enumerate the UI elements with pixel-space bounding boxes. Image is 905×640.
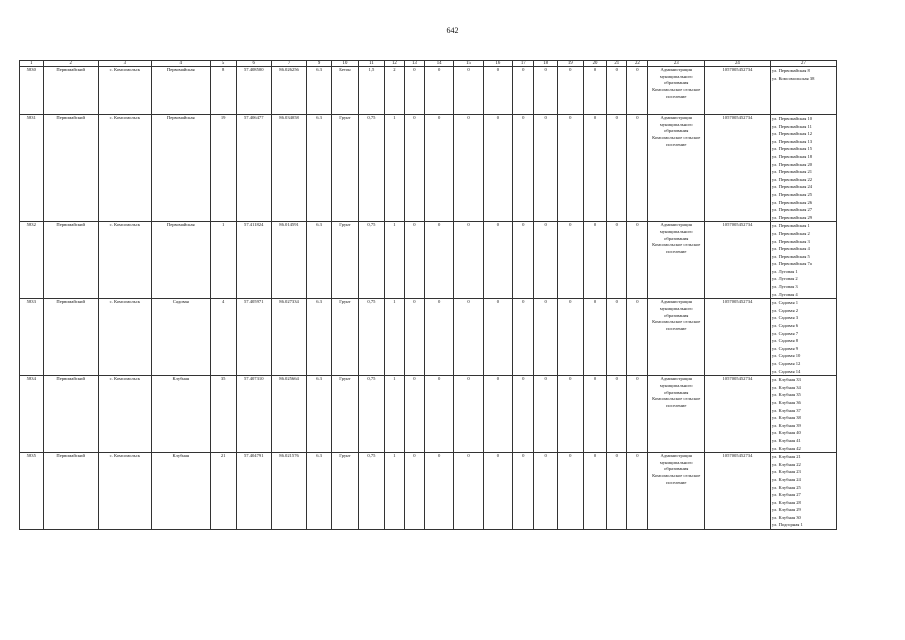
table-cell: 0 bbox=[424, 67, 453, 115]
table-cell: 6.3 bbox=[307, 299, 332, 376]
address-item: ул. Садовая 1 bbox=[771, 300, 799, 306]
table-cell: с. Комсомольск bbox=[98, 222, 151, 299]
address-item: ул. Клубная 22 bbox=[771, 461, 801, 467]
table-cell: 0 bbox=[583, 453, 607, 530]
address-item: ул. Клубная 35 bbox=[771, 392, 801, 398]
served-addresses bbox=[770, 299, 836, 376]
address-item: ул. Луговая 4 bbox=[771, 291, 798, 297]
table-cell: Грунт bbox=[331, 376, 358, 453]
table-cell: 6.3 bbox=[307, 453, 332, 530]
address-item: ул. Первомайская 11 bbox=[771, 123, 812, 129]
table-cell: 0 bbox=[404, 115, 424, 222]
table-cell: 21 bbox=[210, 453, 236, 530]
table-cell: 0 bbox=[583, 299, 607, 376]
address-item: ул. Подгорная 1 bbox=[771, 522, 803, 528]
table-cell: 0 bbox=[513, 222, 534, 299]
address-item: ул. Клубная 33 bbox=[771, 377, 801, 383]
table-cell: 86.025664 bbox=[271, 376, 306, 453]
table-cell: 0 bbox=[424, 453, 453, 530]
address-item: ул. Садовая 3 bbox=[771, 315, 799, 321]
table-cell: 0 bbox=[607, 299, 627, 376]
column-header: 1 bbox=[20, 61, 44, 67]
address-item: ул. Первомайская 25 bbox=[771, 191, 813, 197]
column-header: 2 bbox=[43, 61, 98, 67]
table-cell: 57.405971 bbox=[236, 299, 271, 376]
table-cell: с. Комсомольск bbox=[98, 453, 151, 530]
table-cell: 35 bbox=[210, 376, 236, 453]
table-cell: Первомайская bbox=[151, 115, 210, 222]
address-item: ул. Клубная 40 bbox=[771, 430, 801, 436]
column-header: 4 bbox=[151, 61, 210, 67]
column-header: 18 bbox=[534, 61, 558, 67]
table-cell: 0 bbox=[483, 299, 512, 376]
table-cell: 0 bbox=[534, 222, 558, 299]
column-header: 17 bbox=[513, 61, 534, 67]
table-cell: 86.034058 bbox=[271, 115, 306, 222]
table-cell: 6.3 bbox=[307, 222, 332, 299]
table-cell: 86.027334 bbox=[271, 299, 306, 376]
table-cell: 0 bbox=[557, 453, 583, 530]
address-item: ул. Первомайская 12 bbox=[771, 131, 813, 137]
page-number: 642 bbox=[446, 26, 459, 35]
table-cell: Первомайский bbox=[43, 222, 98, 299]
table-cell: Первомайская bbox=[151, 222, 210, 299]
address-item: ул. Первомайская 2 bbox=[771, 230, 810, 236]
column-header: 3 bbox=[98, 61, 151, 67]
table-cell: 0 bbox=[627, 299, 648, 376]
served-addresses bbox=[770, 115, 836, 222]
address-item: ул. Клубная 29 bbox=[771, 507, 801, 513]
table-cell: 0 bbox=[534, 376, 558, 453]
table-cell: 57.404791 bbox=[236, 453, 271, 530]
table-cell: 57.408500 bbox=[236, 67, 271, 115]
owner-organization: Администрация муниципального образования Комсомольское сельское поселение bbox=[648, 299, 705, 376]
address-item: ул. Клубная 42 bbox=[771, 445, 801, 451]
table-cell: 0 bbox=[424, 376, 453, 453]
address-item: ул. Садовая 2 bbox=[771, 307, 799, 313]
address-item: ул. Садовая 8 bbox=[771, 338, 799, 344]
table-cell: 1 bbox=[384, 376, 404, 453]
table-cell: 0 bbox=[607, 67, 627, 115]
table-cell: Садовая bbox=[151, 299, 210, 376]
table-cell: 0 bbox=[483, 453, 512, 530]
table-cell: Первомайский bbox=[43, 453, 98, 530]
column-header: 10 bbox=[331, 61, 358, 67]
column-header: 22 bbox=[627, 61, 648, 67]
table-cell: 2 bbox=[384, 67, 404, 115]
address-item: ул. Садовая 14 bbox=[771, 368, 801, 374]
table-cell: 0 bbox=[513, 67, 534, 115]
table-cell: с. Комсомольск bbox=[98, 115, 151, 222]
table-cell: 57.406477 bbox=[236, 115, 271, 222]
column-header: 21 bbox=[607, 61, 627, 67]
table-cell: 8 bbox=[210, 67, 236, 115]
address-item: ул. Садовая 6 bbox=[771, 323, 799, 329]
address-item: ул. Первомайская 13 bbox=[771, 138, 813, 144]
register-table bbox=[19, 60, 837, 530]
table-cell: 1 bbox=[384, 115, 404, 222]
address-item: ул. Первомайская 1 bbox=[771, 223, 810, 229]
address-item: ул. Клубная 37 bbox=[771, 407, 801, 413]
address-item: ул. Первомайская 24 bbox=[771, 184, 813, 190]
table-cell: 0 bbox=[557, 376, 583, 453]
table-cell: 0 bbox=[483, 115, 512, 222]
table-cell: 0 bbox=[454, 376, 483, 453]
table-cell: Первомайский bbox=[43, 299, 98, 376]
table-cell: Грунт bbox=[331, 453, 358, 530]
table-cell: 19 bbox=[210, 115, 236, 222]
table-cell: 0,75 bbox=[358, 115, 384, 222]
table-cell: Клубная bbox=[151, 376, 210, 453]
table-cell: 0 bbox=[557, 299, 583, 376]
table-cell: 0 bbox=[454, 222, 483, 299]
owner-organization: Администрация муниципального образования Комсомольское сельское поселение bbox=[648, 67, 705, 115]
table-cell: 86.021576 bbox=[271, 453, 306, 530]
address-item: ул. Первомайская 7а bbox=[771, 261, 812, 267]
table-cell: 0 bbox=[557, 222, 583, 299]
table-cell: 0 bbox=[627, 222, 648, 299]
table-cell: 0 bbox=[627, 67, 648, 115]
table-row bbox=[20, 115, 837, 222]
address-item: ул. Комсомольская 38 bbox=[771, 75, 815, 81]
table-cell: 6.3 bbox=[307, 376, 332, 453]
table-cell: 0 bbox=[454, 67, 483, 115]
column-header: 24 bbox=[704, 61, 770, 67]
address-item: ул. Садовая 7 bbox=[771, 330, 799, 336]
table-cell: 6.3 bbox=[307, 115, 332, 222]
table-cell: с. Комсомольск bbox=[98, 299, 151, 376]
table-cell: 1 bbox=[384, 299, 404, 376]
table-cell: Клубная bbox=[151, 453, 210, 530]
table-cell: Первомайский bbox=[43, 376, 98, 453]
address-item: ул. Первомайская 15 bbox=[771, 146, 813, 152]
table-cell: Бетон bbox=[331, 67, 358, 115]
address-item: ул. Садовая 10 bbox=[771, 353, 801, 359]
address-item: ул. Луговая 1 bbox=[771, 268, 798, 274]
address-item: ул. Клубная 38 bbox=[771, 415, 801, 421]
table-cell: 0 bbox=[627, 115, 648, 222]
address-item: ул. Первомайская 10 bbox=[771, 116, 813, 121]
owner-registration-number: 1057005452734 bbox=[704, 376, 770, 453]
owner-organization: Администрация муниципального образования Комсомольское сельское поселение bbox=[648, 453, 705, 530]
address-item: ул. Клубная 21 bbox=[771, 454, 801, 460]
table-row bbox=[20, 376, 837, 453]
table-cell: 0 bbox=[483, 376, 512, 453]
table-cell: Грунт bbox=[331, 299, 358, 376]
served-addresses bbox=[770, 67, 836, 115]
address-item: ул. Клубная 30 bbox=[771, 514, 801, 520]
address-item: ул. Первомайская 5 bbox=[771, 253, 810, 259]
owner-organization: Администрация муниципального образования Комсомольское сельское поселение bbox=[648, 376, 705, 453]
owner-registration-number: 1057005452734 bbox=[704, 222, 770, 299]
table-cell: 0 bbox=[424, 115, 453, 222]
address-item: ул. Первомайская 3 bbox=[771, 238, 810, 244]
column-header: 13 bbox=[404, 61, 424, 67]
table-cell: 57.407310 bbox=[236, 376, 271, 453]
column-header: 7 bbox=[271, 61, 306, 67]
table-cell: с. Комсомольск bbox=[98, 67, 151, 115]
table-cell: 0 bbox=[483, 67, 512, 115]
address-item: ул. Клубная 36 bbox=[771, 399, 801, 405]
address-item: ул. Первомайская 26 bbox=[771, 199, 813, 205]
table-cell: с. Комсомольск bbox=[98, 376, 151, 453]
address-item: ул. Клубная 41 bbox=[771, 437, 801, 443]
table-cell: 1 bbox=[384, 453, 404, 530]
table-cell: Грунт bbox=[331, 115, 358, 222]
address-item: ул. Первомайская 27 bbox=[771, 207, 813, 213]
owner-registration-number: 1057005452734 bbox=[704, 115, 770, 222]
table-cell: 0 bbox=[404, 376, 424, 453]
table-cell: 0,75 bbox=[358, 299, 384, 376]
table-cell: 0 bbox=[454, 453, 483, 530]
table-cell: 0 bbox=[534, 299, 558, 376]
table-cell: 0 bbox=[557, 67, 583, 115]
owner-organization: Администрация муниципального образования Комсомольское сельское поселение bbox=[648, 115, 705, 222]
address-item: ул. Клубная 28 bbox=[771, 499, 801, 505]
table-cell: 0 bbox=[454, 115, 483, 222]
address-item: ул. Первомайская 29 bbox=[771, 214, 813, 220]
address-item: ул. Первомайская 4 bbox=[771, 246, 810, 252]
table-cell: 0 bbox=[513, 299, 534, 376]
address-item: ул. Первомайская 20 bbox=[771, 161, 813, 167]
table-cell: 0 bbox=[404, 453, 424, 530]
table-cell: 1 bbox=[384, 222, 404, 299]
table-cell: 0,75 bbox=[358, 222, 384, 299]
table-cell: 0 bbox=[627, 453, 648, 530]
address-item: ул. Первомайская 21 bbox=[771, 169, 813, 175]
table-cell: 1 bbox=[210, 222, 236, 299]
address-item: ул. Первомайская 8 bbox=[771, 68, 810, 73]
table-cell: 6.3 bbox=[307, 67, 332, 115]
column-header: 19 bbox=[557, 61, 583, 67]
address-item: ул. Клубная 23 bbox=[771, 469, 801, 475]
address-item: ул. Первомайская 18 bbox=[771, 153, 813, 159]
table-cell: 57.411824 bbox=[236, 222, 271, 299]
column-header: 15 bbox=[454, 61, 483, 67]
table-cell: 0 bbox=[513, 115, 534, 222]
table-cell: 0 bbox=[424, 299, 453, 376]
table-cell: 0 bbox=[483, 222, 512, 299]
table-cell: 0 bbox=[583, 222, 607, 299]
table-cell: 5832 bbox=[20, 222, 44, 299]
table-cell: 5833 bbox=[20, 299, 44, 376]
address-item: ул. Клубная 39 bbox=[771, 422, 801, 428]
owner-registration-number: 1057005452734 bbox=[704, 67, 770, 115]
table-cell: 5834 bbox=[20, 376, 44, 453]
column-header: 12 bbox=[384, 61, 404, 67]
table-cell: 0 bbox=[534, 67, 558, 115]
table-row bbox=[20, 453, 837, 530]
column-header: 27 bbox=[770, 61, 836, 67]
owner-registration-number: 1057005452734 bbox=[704, 299, 770, 376]
table-cell: 5831 bbox=[20, 115, 44, 222]
table-cell: 0 bbox=[607, 222, 627, 299]
table-cell: 0 bbox=[513, 453, 534, 530]
address-item: ул. Луговая 2 bbox=[771, 276, 798, 282]
address-item: ул. Клубная 24 bbox=[771, 476, 801, 482]
table-cell: 0 bbox=[607, 115, 627, 222]
table-row bbox=[20, 222, 837, 299]
column-header: 9 bbox=[307, 61, 332, 67]
address-item: ул. Клубная 27 bbox=[771, 492, 801, 498]
table-cell: 86.026256 bbox=[271, 67, 306, 115]
column-header: 11 bbox=[358, 61, 384, 67]
address-item: ул. Садовая 9 bbox=[771, 345, 799, 351]
address-item: ул. Садовая 12 bbox=[771, 361, 801, 366]
column-header: 5 bbox=[210, 61, 236, 67]
address-item: ул. Луговая 3 bbox=[771, 284, 798, 290]
table-cell: Первомайский bbox=[43, 67, 98, 115]
column-header: 23 bbox=[648, 61, 705, 67]
table-row bbox=[20, 67, 837, 115]
served-addresses bbox=[770, 222, 836, 299]
table-cell: 0 bbox=[583, 67, 607, 115]
column-header: 20 bbox=[583, 61, 607, 67]
table-cell: 0 bbox=[404, 67, 424, 115]
table-cell: 0 bbox=[607, 376, 627, 453]
table-row bbox=[20, 299, 837, 376]
table-cell: Грунт bbox=[331, 222, 358, 299]
table-cell: 86.014591 bbox=[271, 222, 306, 299]
table-cell: 0 bbox=[513, 376, 534, 453]
table-cell: 4 bbox=[210, 299, 236, 376]
served-addresses bbox=[770, 376, 836, 453]
column-header: 16 bbox=[483, 61, 512, 67]
table-cell: 5830 bbox=[20, 67, 44, 115]
table-cell: 0 bbox=[534, 115, 558, 222]
table-cell: 0 bbox=[557, 115, 583, 222]
table-cell: 0 bbox=[404, 222, 424, 299]
table-cell: 0 bbox=[583, 376, 607, 453]
table-cell: 0,75 bbox=[358, 376, 384, 453]
table-cell: 5835 bbox=[20, 453, 44, 530]
address-item: ул. Клубная 34 bbox=[771, 384, 801, 390]
address-item: ул. Первомайская 22 bbox=[771, 176, 813, 182]
table-cell: Первомайский bbox=[43, 115, 98, 222]
table-cell: Первомайская bbox=[151, 67, 210, 115]
table-cell: 0 bbox=[583, 115, 607, 222]
table-cell: 0 bbox=[534, 453, 558, 530]
table-cell: 0 bbox=[424, 222, 453, 299]
served-addresses bbox=[770, 453, 836, 530]
table-cell: 0,75 bbox=[358, 453, 384, 530]
table-cell: 1,5 bbox=[358, 67, 384, 115]
owner-organization: Администрация муниципального образования Комсомольское сельское поселение bbox=[648, 222, 705, 299]
table-cell: 0 bbox=[404, 299, 424, 376]
owner-registration-number: 1057005452734 bbox=[704, 453, 770, 530]
table-cell: 0 bbox=[607, 453, 627, 530]
table-cell: 0 bbox=[454, 299, 483, 376]
column-header: 6 bbox=[236, 61, 271, 67]
column-header: 14 bbox=[424, 61, 453, 67]
table-cell: 0 bbox=[627, 376, 648, 453]
address-item: ул. Клубная 25 bbox=[771, 484, 801, 490]
